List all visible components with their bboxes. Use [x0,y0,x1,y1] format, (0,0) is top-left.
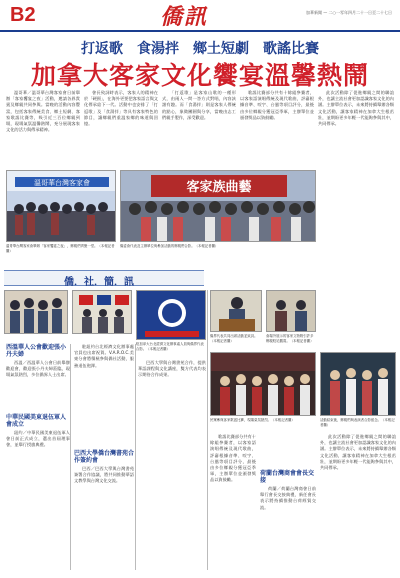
column-divider [135,344,136,570]
photo-officials [4,290,68,334]
photo-exhibit-caption: 會場外展示的客家文物吸引許多鄉親駐足觀賞。（本報記者攝） [266,334,314,343]
photo-flags [72,290,132,334]
photo-group-stage [6,170,116,242]
brief-text-3: 巴西／巴西大學與台灣書苑簽署合作協議，將共同推動華語文教學與台灣文化交流。 [74,466,134,484]
brief-continued-text: 駐紐約台北經濟文化辦事處官員也出席祝賀。V.A.R.O.C.美東分會將積極參與僑社活動，服務退伍袍澤。 [74,344,134,368]
photo-performers [320,352,396,416]
brief-title-2: 中華民國美東退伍軍人會成立 [6,414,67,428]
photo-group-banner [120,170,316,242]
dateline: 加華新聞 — 二○一零年四月二十一日至二十七日 [305,10,392,15]
article-column-1: 溫哥華／溫哥華台灣客家會日前舉辦「客家饗宴之夜」活動，邀請各界貴賓及鄉親共同參與。當晚的活動內容豐富，包括客家傳統美食、鄉土短劇、客家歌謠比賽等，吸引近三百位鄉親到場，現場氣氛溫馨熱鬧，充分展現客家文化的活力與傳承精神。 [6,90,80,133]
photo-emblem [136,290,206,340]
brief-title-3: 巴西大學僑台灣書苑合作簽約會 [74,450,135,464]
page-header [0,0,400,32]
article-column-4: 歌謠比賽部分共有十餘組參賽者，以客家語演唱傳統及現代歌曲，評審根據音準、咬字、台風等項目評分，最後由多位鄉親分獲冠亞季軍，主辦單位並頒發獎品以資鼓勵。 [240,90,314,120]
photo-podium [210,290,262,332]
column-divider [207,290,208,570]
page-number: B2 [10,4,36,26]
article-column-5: 此次活動除了促進鄉親之間的聯誼外，也讓主流社會更加認識客家文化的內涵。主辦單位表示，未來將持續舉辦各類文化活動，讓客家精神在加拿大生根茁壯，並期盼更多年輕一代能夠參與其中，共同傳承。 [318,90,394,127]
headline-title: 加拿大客家文化饗宴溫馨熱鬧 [30,61,369,90]
photo-singers [210,352,316,416]
photo-group-banner-image [121,171,316,242]
article-column-2: 會長致詞時表示，客家人的精神在於「硬頸」，在海外更要把客家語言與文化傳承給下一代。活動中也安排了「打返歌」及「食湯拌」等具有客家特色的節目，讓鄉親們重溫家鄉的味道與回憶。 [84,90,158,127]
svg-text:客家族曲藝: 客家族曲藝 [186,180,252,195]
header-rule [0,30,400,32]
brief-right-text: 巴西大學與台灣書苑合作，提供華語課程與文化講座，雙方代表均表示期待合作成果。 [138,360,206,378]
brief-text-2: 紐約／中華民國美東退伍軍人會日前正式成立，選出首屆理事會，並舉行授旗典禮。 [6,430,70,448]
brief-title-1: 西溫華人公會歡迎張小丹夫婦 [6,344,67,358]
column-divider [70,344,71,570]
svg-text:溫哥華台灣客家會: 溫哥華台灣客家會 [34,179,90,187]
photo-group-stage-image [7,171,116,242]
headline-subhead: 打返歌 食湯拌 鄉土短劇 歌謠比賽 [81,41,319,57]
photo-singers-caption: 民眾參與客家歌謠比賽，現場氣氛熱烈。（本報記者攝） [210,418,295,422]
article-column-3: 「打返歌」是客家山歌的一種形式，由兩人一問一答方式對唱，內容詼諧有趣。而「食湯拌」則是客家人傳統的點心，象徵團圓與分享，當晚由志工們親手製作，深受歡迎。 [162,90,236,120]
photo-emblem-caption: 駐加拿大台北經濟文化辦事處人員與僑界代表合影。（本報記者攝） [136,342,204,351]
masthead-logo: 僑訊 [160,4,209,30]
brief-text-4: 荷蘭／荷蘭台灣商會日前舉行會長交接典禮，新任會長表示將持續推動台荷經貿交流。 [260,486,316,510]
article-lower-right: 此次活動除了促進鄉親之間的聯誼外，也讓主流社會更加認識客家文化的內涵。主辦單位表示，未來將持續舉辦各類文化活動，讓客家精神在加拿大生根茁壯，並期盼更多年輕一代能夠參與其中，共同傳承。 [320,434,396,471]
briefs-banner: 僑．社．簡．訊 [4,270,204,286]
photo-podium-caption: 僑界代表共同出席活動並致詞。（本報記者攝） [210,334,258,343]
photo-exhibit [266,290,316,332]
photo-group-banner-caption: 僑委會代表及主辦單位與參加活動的鄉親們合影。（本報記者攝） [120,244,219,248]
article-lower-mid: 歌謠比賽部分共有十餘組參賽者，以客家語演唱傳統及現代歌曲，評審根據音準、咬字、台風等項目評分，最後由多位鄉親分獲冠亞季軍，主辦單位並頒發獎品以資鼓勵。 [210,434,256,483]
brief-title-4: 荷蘭台灣商會會長交接 [260,470,315,484]
photo-group-stage-caption: 溫哥華台灣客家會舉辦「客家饗宴之夜」，鄉親們齊聚一堂。（本報記者攝） [6,244,115,253]
brief-text-1: 西溫／西溫華人公會日前舉辦歡迎會，歡迎張小丹夫婦蒞臨，現場氣氛熱烈，多位僑界人士出席。 [6,360,70,378]
photo-performers-caption: 活動結束後，鄉親們與表演者合影留念。（本報記者攝） [320,418,395,427]
